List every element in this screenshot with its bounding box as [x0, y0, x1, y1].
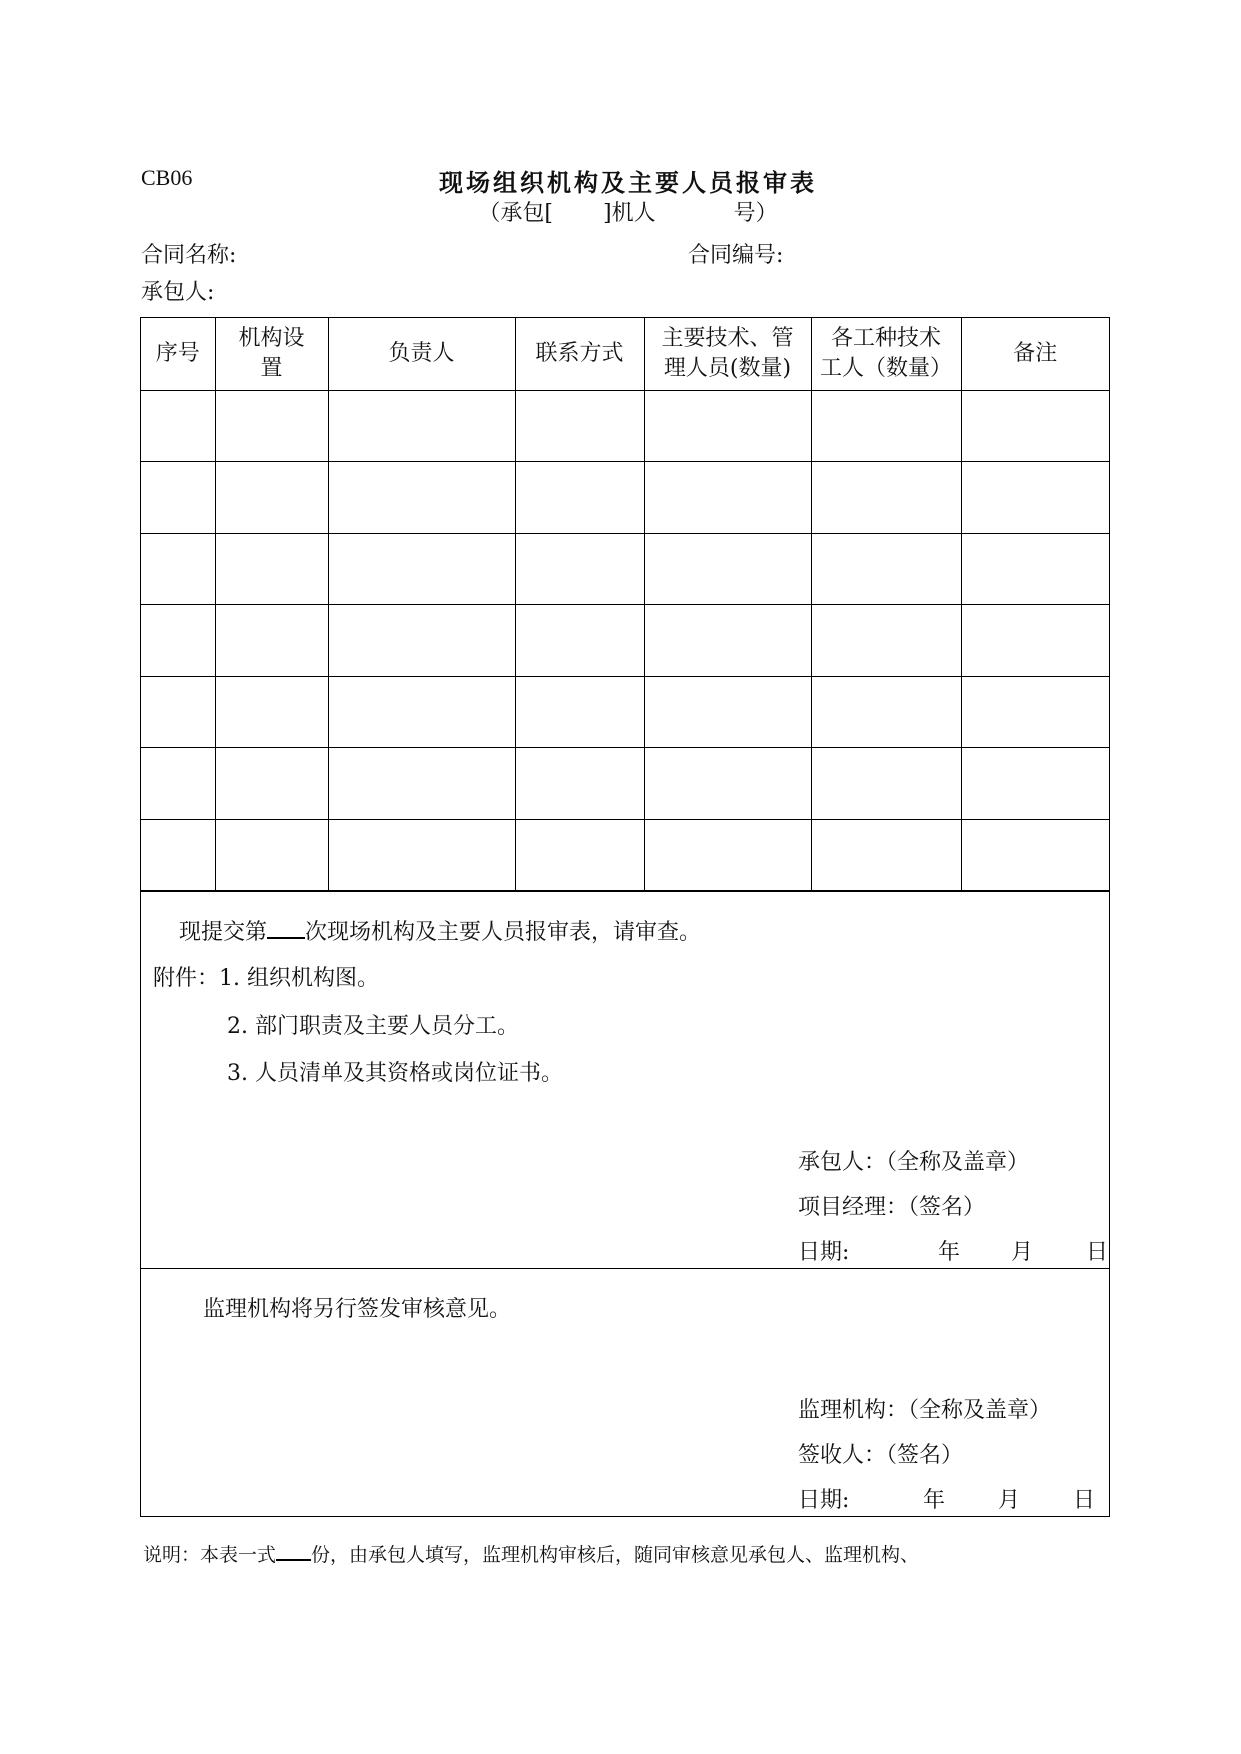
table-cell[interactable]	[515, 748, 644, 820]
review-date-label: 日期:	[798, 1488, 850, 1513]
table-row	[141, 462, 1109, 534]
submission-text: 现提交第 次现场机构及主要人员报审表，请审查。	[179, 915, 701, 946]
table-cell[interactable]	[644, 676, 811, 748]
table-cell[interactable]	[328, 462, 515, 534]
table-cell[interactable]	[215, 390, 328, 462]
table-cell[interactable]	[811, 819, 961, 891]
review-year-label: 年	[923, 1488, 946, 1513]
table-cell[interactable]	[961, 605, 1109, 677]
submission-day-label: 日	[1086, 1240, 1109, 1265]
attachment-item-3: 3. 人员清单及其资格或岗位证书。	[227, 1061, 563, 1086]
table-cell[interactable]	[644, 390, 811, 462]
contract-name-label: 合同名称:	[141, 243, 237, 268]
table-cell[interactable]	[811, 748, 961, 820]
review-section	[141, 1268, 1109, 1516]
staff-table	[141, 318, 1109, 891]
copies-blank[interactable]	[276, 1542, 311, 1561]
footer-note: 说明：本表一式 份，由承包人填写，监理机构审核后，随同审核意见承包人、监理机构、	[143, 1544, 920, 1566]
form-subtitle	[0, 196, 1241, 227]
table-cell[interactable]	[811, 676, 961, 748]
submission-year-label: 年	[938, 1240, 961, 1265]
table-cell[interactable]	[328, 533, 515, 605]
attachment-line-1	[153, 961, 379, 992]
submission-month-label: 月	[1011, 1240, 1034, 1265]
form-frame	[140, 317, 1110, 1517]
table-cell[interactable]	[141, 605, 215, 677]
contractor-label: 承包人:	[141, 280, 215, 305]
table-cell[interactable]	[215, 676, 328, 748]
table-cell[interactable]	[644, 605, 811, 677]
receiver-sign-label: 签收人：（签名）	[798, 1443, 964, 1468]
table-cell[interactable]	[644, 533, 811, 605]
table-cell[interactable]	[811, 533, 961, 605]
col-header-key-staff: 主要技术、管 理人员(数量)	[644, 318, 811, 390]
col-header-person-in-charge: 负责人	[328, 318, 515, 390]
table-cell[interactable]	[141, 390, 215, 462]
table-cell[interactable]	[961, 676, 1109, 748]
table-cell[interactable]	[644, 748, 811, 820]
table-cell[interactable]	[811, 605, 961, 677]
table-cell[interactable]	[141, 676, 215, 748]
table-header-row	[141, 318, 1109, 390]
table-cell[interactable]	[328, 390, 515, 462]
table-cell[interactable]	[961, 819, 1109, 891]
table-cell[interactable]	[961, 748, 1109, 820]
table-cell[interactable]	[328, 676, 515, 748]
contractor-sign-label: 承包人：（全称及盖章）	[798, 1150, 1030, 1175]
col-header-index: 序号	[141, 318, 215, 390]
col-header-remarks: 备注	[961, 318, 1109, 390]
review-day-label: 日	[1073, 1488, 1096, 1513]
table-cell[interactable]	[141, 748, 215, 820]
attachment-item-1: 1. 组织机构图。	[219, 966, 379, 991]
table-row	[141, 819, 1109, 891]
table-row	[141, 748, 1109, 820]
table-cell[interactable]	[215, 533, 328, 605]
table-row	[141, 390, 1109, 462]
table-cell[interactable]	[515, 462, 644, 534]
agency-sign-label: 监理机构：（全称及盖章）	[798, 1398, 1052, 1423]
table-cell[interactable]	[215, 819, 328, 891]
table-cell[interactable]	[811, 390, 961, 462]
col-header-org-setup: 机构设 置	[215, 318, 328, 390]
table-cell[interactable]	[961, 390, 1109, 462]
subtitle-mid: ]机人	[602, 201, 656, 226]
review-month-label: 月	[998, 1488, 1021, 1513]
attachment-item-2: 2. 部门职责及主要人员分工。	[227, 1014, 519, 1039]
form-code: CB06	[141, 165, 193, 190]
review-text: 监理机构将另行签发审核意见。	[203, 1297, 512, 1322]
col-header-skilled-workers: 各工种技术 工人（数量）	[811, 318, 961, 390]
manager-sign-label: 项目经理：（签名）	[798, 1195, 986, 1220]
table-cell[interactable]	[141, 533, 215, 605]
table-cell[interactable]	[328, 748, 515, 820]
table-cell[interactable]	[215, 748, 328, 820]
table-row	[141, 676, 1109, 748]
table-cell[interactable]	[961, 533, 1109, 605]
table-cell[interactable]	[644, 462, 811, 534]
table-cell[interactable]	[515, 676, 644, 748]
subtitle-prefix: （承包[	[478, 201, 553, 226]
table-cell[interactable]	[328, 605, 515, 677]
table-cell[interactable]	[961, 462, 1109, 534]
table-cell[interactable]	[515, 819, 644, 891]
attachment-label: 附件：	[153, 966, 220, 991]
submission-count-blank[interactable]	[267, 917, 305, 939]
table-cell[interactable]	[215, 462, 328, 534]
table-cell[interactable]	[644, 819, 811, 891]
table-row	[141, 533, 1109, 605]
col-header-contact: 联系方式	[515, 318, 644, 390]
subtitle-suffix: 号）	[733, 201, 778, 226]
table-cell[interactable]	[515, 390, 644, 462]
table-cell[interactable]	[515, 533, 644, 605]
submission-date-label: 日期:	[798, 1240, 850, 1265]
table-row	[141, 605, 1109, 677]
table-cell[interactable]	[215, 605, 328, 677]
table-cell[interactable]	[328, 819, 515, 891]
table-cell[interactable]	[515, 605, 644, 677]
contract-number-label: 合同编号:	[688, 243, 784, 268]
table-cell[interactable]	[811, 462, 961, 534]
submission-section	[141, 891, 1109, 1268]
form-title: 现场组织机构及主要人员报审表	[439, 168, 817, 197]
table-cell[interactable]	[141, 819, 215, 891]
table-cell[interactable]	[141, 462, 215, 534]
